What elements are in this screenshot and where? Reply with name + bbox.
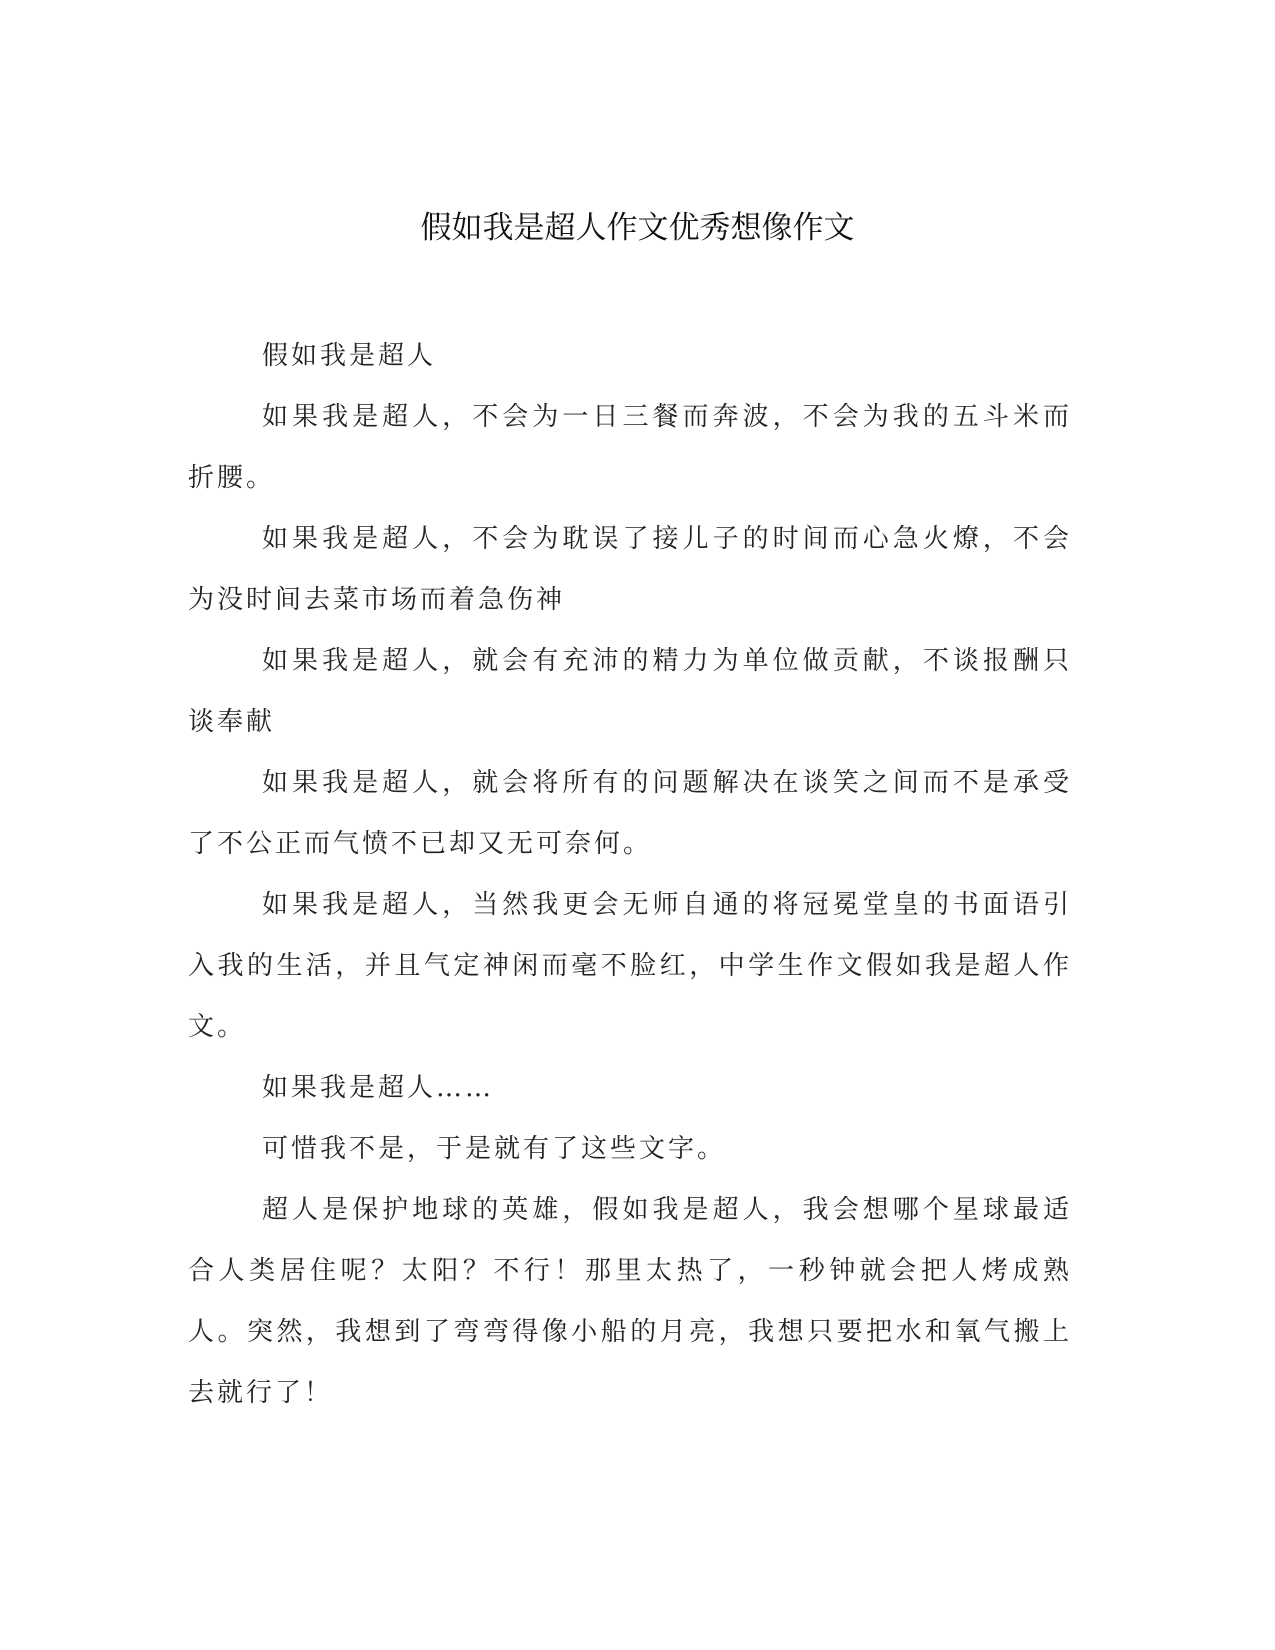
paragraph-4-line-1: 如果我是超人，就会有充沛的精力为单位做贡献，不谈报酬只谈 [188,646,1072,737]
paragraph-2-line-2: 腰。 [217,463,276,493]
paragraph-8-line-1: 可惜我不是，于是就有了这些文字。 [262,1134,727,1164]
paragraph-6 [188,875,1072,1058]
paragraph-5-line-2: 不公正而气愤不已却又无可奈何。 [217,829,653,859]
paragraph-6-line-1: 如果我是超人，当然我更会无师自通的将冠冕堂皇的书面语引入 [188,890,1072,981]
paragraph-5-line-1: 如果我是超人，就会将所有的问题解决在谈笑之间而不是承受了 [188,768,1072,859]
paragraph-6-line-2: 我的生活，并且气定神闲而毫不脸红，中学生作文假如我是超人作文 [188,951,1072,1042]
paragraph-9-line-1: 超人是保护地球的英雄，假如我是超人，我会想哪个星球最适合 [188,1195,1072,1286]
paragraph-5 [188,753,1072,875]
document-title: 假如我是超人作文优秀想像作文 [420,210,855,246]
paragraph-9 [188,1180,1072,1424]
paragraph-9-line-3: 突然，我想到了弯弯得像小船的月亮，我想只要把水和氧气搬上去就 [188,1317,1072,1408]
document-body [188,326,1072,1424]
paragraph-1 [188,326,1072,387]
paragraph-4-line-2: 奉献 [217,707,276,737]
paragraph-9-line-4: 行了！ [246,1378,334,1408]
paragraph-7-line-1: 如果我是超人…… [262,1073,495,1103]
paragraph-2-line-1: 如果我是超人，不会为一日三餐而奔波，不会为我的五斗米而折 [188,402,1072,493]
paragraph-6-line-3: 。 [217,1012,247,1042]
paragraph-8 [188,1119,1072,1180]
paragraph-3-line-2: 没时间去菜市场而着急伤神 [217,585,566,615]
paragraph-2 [188,387,1072,509]
paragraph-3-line-1: 如果我是超人，不会为耽误了接儿子的时间而心急火燎，不会为 [188,524,1072,615]
paragraph-9-line-2: 人类居住呢？太阳？不行！那里太热了，一秒钟就会把人烤成熟人。 [188,1256,1072,1347]
paragraph-1-line-1: 假如我是超人 [262,341,437,371]
paragraph-4 [188,631,1072,753]
paragraph-7 [188,1058,1072,1119]
paragraph-3 [188,509,1072,631]
